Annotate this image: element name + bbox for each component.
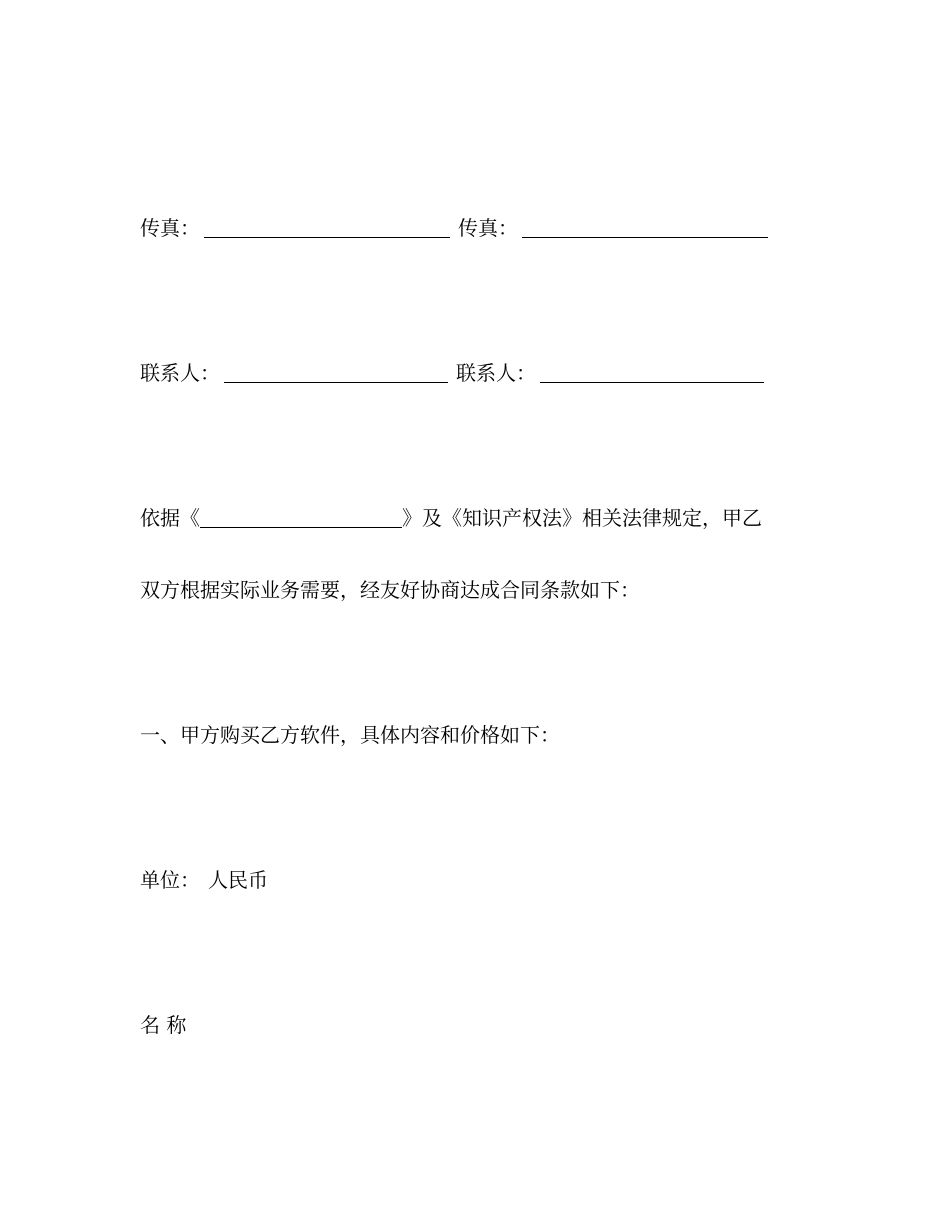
party-a-contact-label: 联系人： xyxy=(140,361,220,385)
basis-line xyxy=(140,504,762,532)
contact-row xyxy=(140,359,768,387)
unit-value: 人民币 xyxy=(208,868,268,892)
party-b-fax-label: 传真： xyxy=(458,216,518,240)
basis-prefix: 依据《 xyxy=(140,506,200,530)
clause-1-line xyxy=(140,721,560,749)
name-header-line xyxy=(140,1011,186,1039)
party-b-contact-label: 联系人： xyxy=(456,361,536,385)
unit-line xyxy=(140,866,268,894)
party-a-fax-blank[interactable] xyxy=(204,217,450,238)
clause-1-heading: 一、甲方购买乙方软件，具体内容和价格如下： xyxy=(140,723,560,747)
party-b-contact-blank[interactable] xyxy=(540,362,764,383)
party-a-contact-blank[interactable] xyxy=(224,362,448,383)
name-column-header: 名 称 xyxy=(140,1013,187,1037)
fax-row xyxy=(140,214,772,242)
unit-label: 单位： xyxy=(140,868,200,892)
basis-continuation: 双方根据实际业务需要，经友好协商达成合同条款如下： xyxy=(140,578,640,602)
law-name-blank[interactable] xyxy=(200,507,402,528)
basis-continuation-line xyxy=(140,576,640,604)
party-a-fax-label: 传真： xyxy=(140,216,200,240)
party-b-fax-blank[interactable] xyxy=(522,217,768,238)
basis-suffix: 》及《知识产权法》相关法律规定，甲乙 xyxy=(402,506,762,530)
